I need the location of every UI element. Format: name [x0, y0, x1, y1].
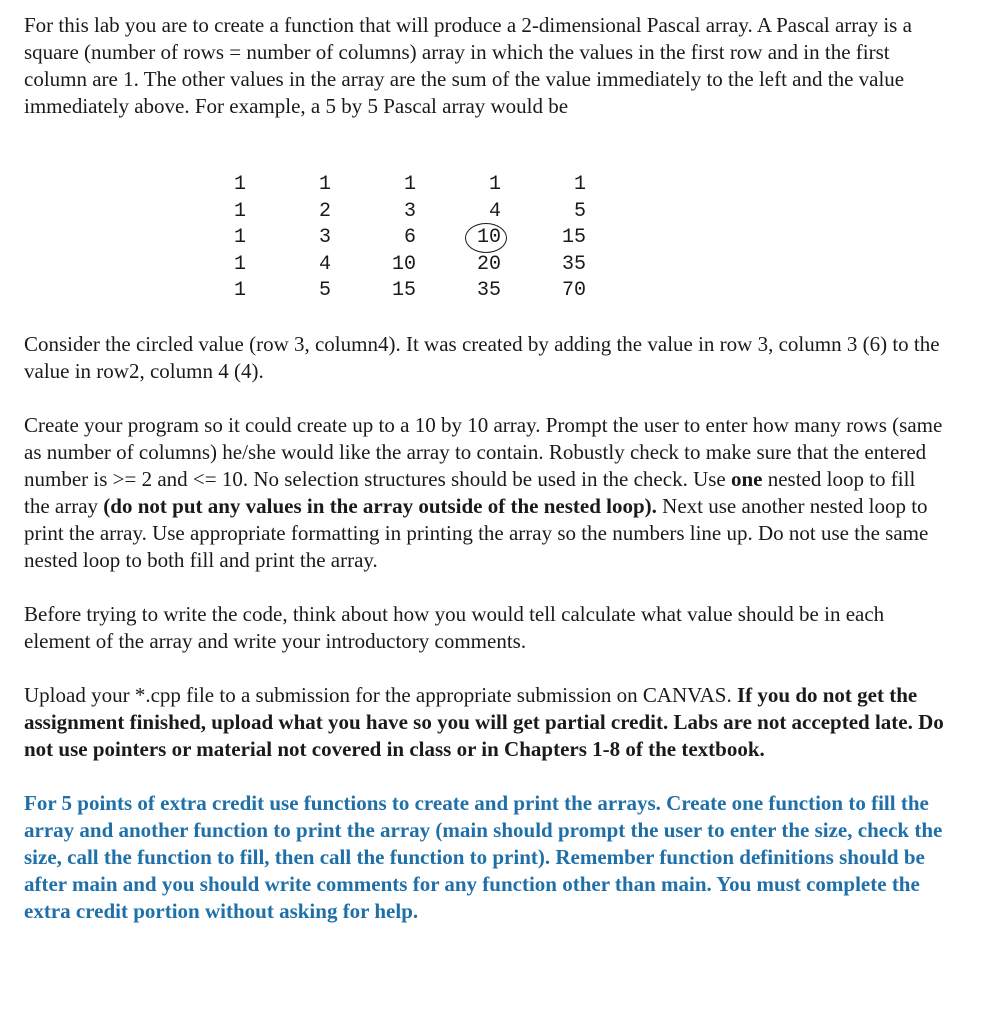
- array-cell: 4: [488, 199, 501, 223]
- array-cell: 1: [318, 173, 331, 196]
- array-cell: 1: [233, 252, 246, 276]
- create-paragraph: [24, 412, 944, 574]
- array-cell: 3: [318, 226, 331, 249]
- array-cell: 1: [488, 173, 501, 196]
- extra-credit-paragraph: For 5 points of extra credit use functions to create and print the arrays. Create one function to fill the array and another function to print the array (main should prompt the user to enter the size, check the size, call the function to fill, then call the function to print). Remember function definitions should be after main and you should write comments for any function other than main. You must complete the extra credit portion without asking for help.: [24, 791, 943, 923]
- array-cell: 10: [391, 252, 416, 276]
- array-cell: 20: [476, 252, 501, 276]
- array-cell: 15: [391, 279, 416, 302]
- array-cell: 35: [561, 252, 586, 276]
- array-cell: 10: [455, 225, 501, 251]
- array-cell: 70: [561, 279, 586, 302]
- array-cell: 1: [233, 199, 246, 223]
- array-cell: 1: [233, 226, 246, 249]
- array-cell: 1: [233, 279, 246, 302]
- array-cell: 1: [233, 173, 246, 196]
- array-cell: 1: [403, 173, 416, 196]
- array-cell: 5: [573, 199, 586, 223]
- array-cell: 1: [573, 173, 586, 196]
- create-text-2: nested loop to fill the array: [24, 467, 916, 518]
- create-text-1: Create your program so it could create up to a 10 by 10 array. Prompt the user to enter how many rows (same as number of columns) he/she would like the array to contain. Robustly check to make sure that the entered number is >= 2 and <= 10. No selection structures should be used in the check. Use: [24, 413, 943, 491]
- circled-value-ring: [465, 223, 507, 253]
- consider-paragraph: Consider the circled value (row 3, column4). It was created by adding the value in row 3, column 3 (6) to the value in row2, column 4 (4).: [24, 332, 940, 383]
- document-body: [24, 12, 944, 925]
- array-cell: 4: [318, 252, 331, 276]
- create-bold-one: one: [730, 467, 763, 491]
- before-paragraph: Before trying to write the code, think about how you would tell calculate what value should be in each element of the array and write your introductory comments.: [24, 602, 885, 653]
- upload-text: Upload your *.cpp file to a submission for the appropriate submission on CANVAS.: [24, 683, 737, 707]
- create-text-3: Next use another nested loop to print the array. Use appropriate formatting in printing the array so the numbers line up. Do not use the same nested loop to both fill and print the array.: [24, 494, 929, 572]
- array-cell: 15: [561, 226, 586, 249]
- array-cell: 5: [318, 279, 331, 302]
- array-cell: 35: [476, 279, 501, 302]
- upload-bold-text: If you do not get the assignment finished, upload what you have so you will get partial credit. Labs are not accepted late. Do not use pointers or material not covered in class or in Chapters 1-8 of the textbook.: [24, 683, 944, 761]
- array-cell: 6: [403, 226, 416, 249]
- array-cell: 3: [403, 199, 416, 223]
- array-cell: 2: [318, 199, 331, 223]
- intro-paragraph: For this lab you are to create a function that will produce a 2-dimensional Pascal array. A Pascal array is a square (number of rows = number of columns) array in which the values in the first row and in the first column are 1. The other values in the array are the sum of the value immediately to the left and the value immediately above. For example, a 5 by 5 Pascal array would be: [24, 13, 912, 118]
- create-bold-loop: (do not put any values in the array outside of the nested loop).: [103, 494, 657, 518]
- upload-paragraph: [24, 682, 944, 763]
